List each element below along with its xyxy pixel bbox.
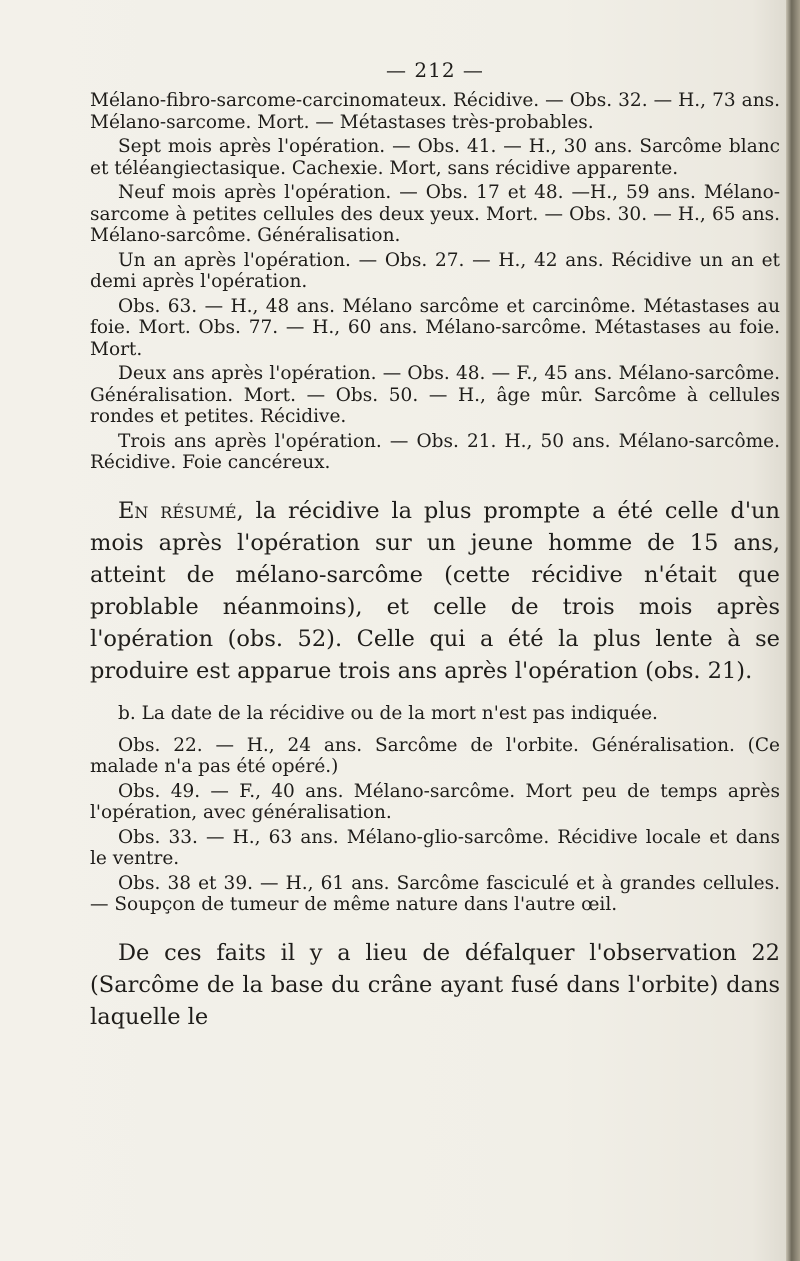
observations-list-2: [90, 735, 780, 916]
observation-paragraph: Un an après l'opération. — Obs. 27. — H., 42 ans. Récidive un an et demi après l'opération.: [90, 249, 780, 292]
observation-paragraph: Obs. 49. — F., 40 ans. Mélano-sarcôme. Mort peu de temps après l'opération, avec généralisation.: [90, 780, 780, 823]
section-subheading: b. La date de la récidive ou de la mort n'est pas indiquée.: [118, 702, 658, 724]
observation-paragraph: Sept mois après l'opération. — Obs. 41. — H., 30 ans. Sarcôme blanc et téléangiectasique. Cachexie. Mort, sans récidive apparente.: [90, 136, 780, 179]
observations-list-1: [90, 90, 780, 474]
summary-block: [90, 495, 780, 687]
page-edge-shadow: [786, 0, 800, 1261]
page-number: — 212 —: [386, 58, 484, 82]
observation-paragraph: Neuf mois après l'opération. — Obs. 17 et 48. —H., 59 ans. Mélano-sarcome à petites cellules des deux yeux. Mort. — Obs. 30. — H., 65 ans. Mélano-sarcôme. Généralisation.: [90, 182, 780, 246]
summary-lead: En résumé,: [118, 497, 244, 524]
summary-paragraph: [90, 495, 780, 687]
observation-paragraph: Obs. 38 et 39. — H., 61 ans. Sarcôme fasciculé et à grandes cellules. — Soupçon de tumeur de même nature dans l'autre œil.: [90, 872, 780, 915]
summary-text: la récidive la plus prompte a été celle d'un mois après l'opération sur un jeune homme de 15 ans, atteint de mélano-sarcôme (cette récidive n'était que problable néanmoins), et celle de trois mois après l'opération (obs. 52). Celle qui a été la plus lente à se produire est apparue trois ans après l'opération (obs. 21).: [90, 497, 780, 684]
observation-paragraph: Obs. 22. — H., 24 ans. Sarcôme de l'orbite. Généralisation. (Ce malade n'a pas été opéré.): [90, 734, 780, 777]
observation-paragraph: Obs. 63. — H., 48 ans. Mélano sarcôme et carcinôme. Métastases au foie. Mort. Obs. 77. — H., 60 ans. Mélano-sarcôme. Métastases au foie. Mort.: [90, 295, 780, 360]
observation-paragraph: Deux ans après l'opération. — Obs. 48. — F., 45 ans. Mélano-sarcôme. Généralisation. Mort. — Obs. 50. — H., âge mûr. Sarcôme à cellules rondes et petites. Récidive.: [90, 363, 780, 427]
observation-paragraph: Mélano-fibro-sarcome-carcinomateux. Récidive. — Obs. 32. — H., 73 ans. Mélano-sarcome. Mort. — Métastases très-probables.: [90, 90, 780, 133]
observation-paragraph: Obs. 33. — H., 63 ans. Mélano-glio-sarcôme. Récidive locale et dans le ventre.: [90, 826, 780, 869]
final-block: [90, 937, 780, 1033]
page-content: [90, 58, 780, 1033]
observation-paragraph: Trois ans après l'opération. — Obs. 21. H., 50 ans. Mélano-sarcôme. Récidive. Foie cancéreux.: [90, 430, 780, 473]
final-paragraph: De ces faits il y a lieu de défalquer l'observation 22 (Sarcôme de la base du crâne ayant fusé dans l'orbite) dans laquelle le: [90, 939, 780, 1030]
